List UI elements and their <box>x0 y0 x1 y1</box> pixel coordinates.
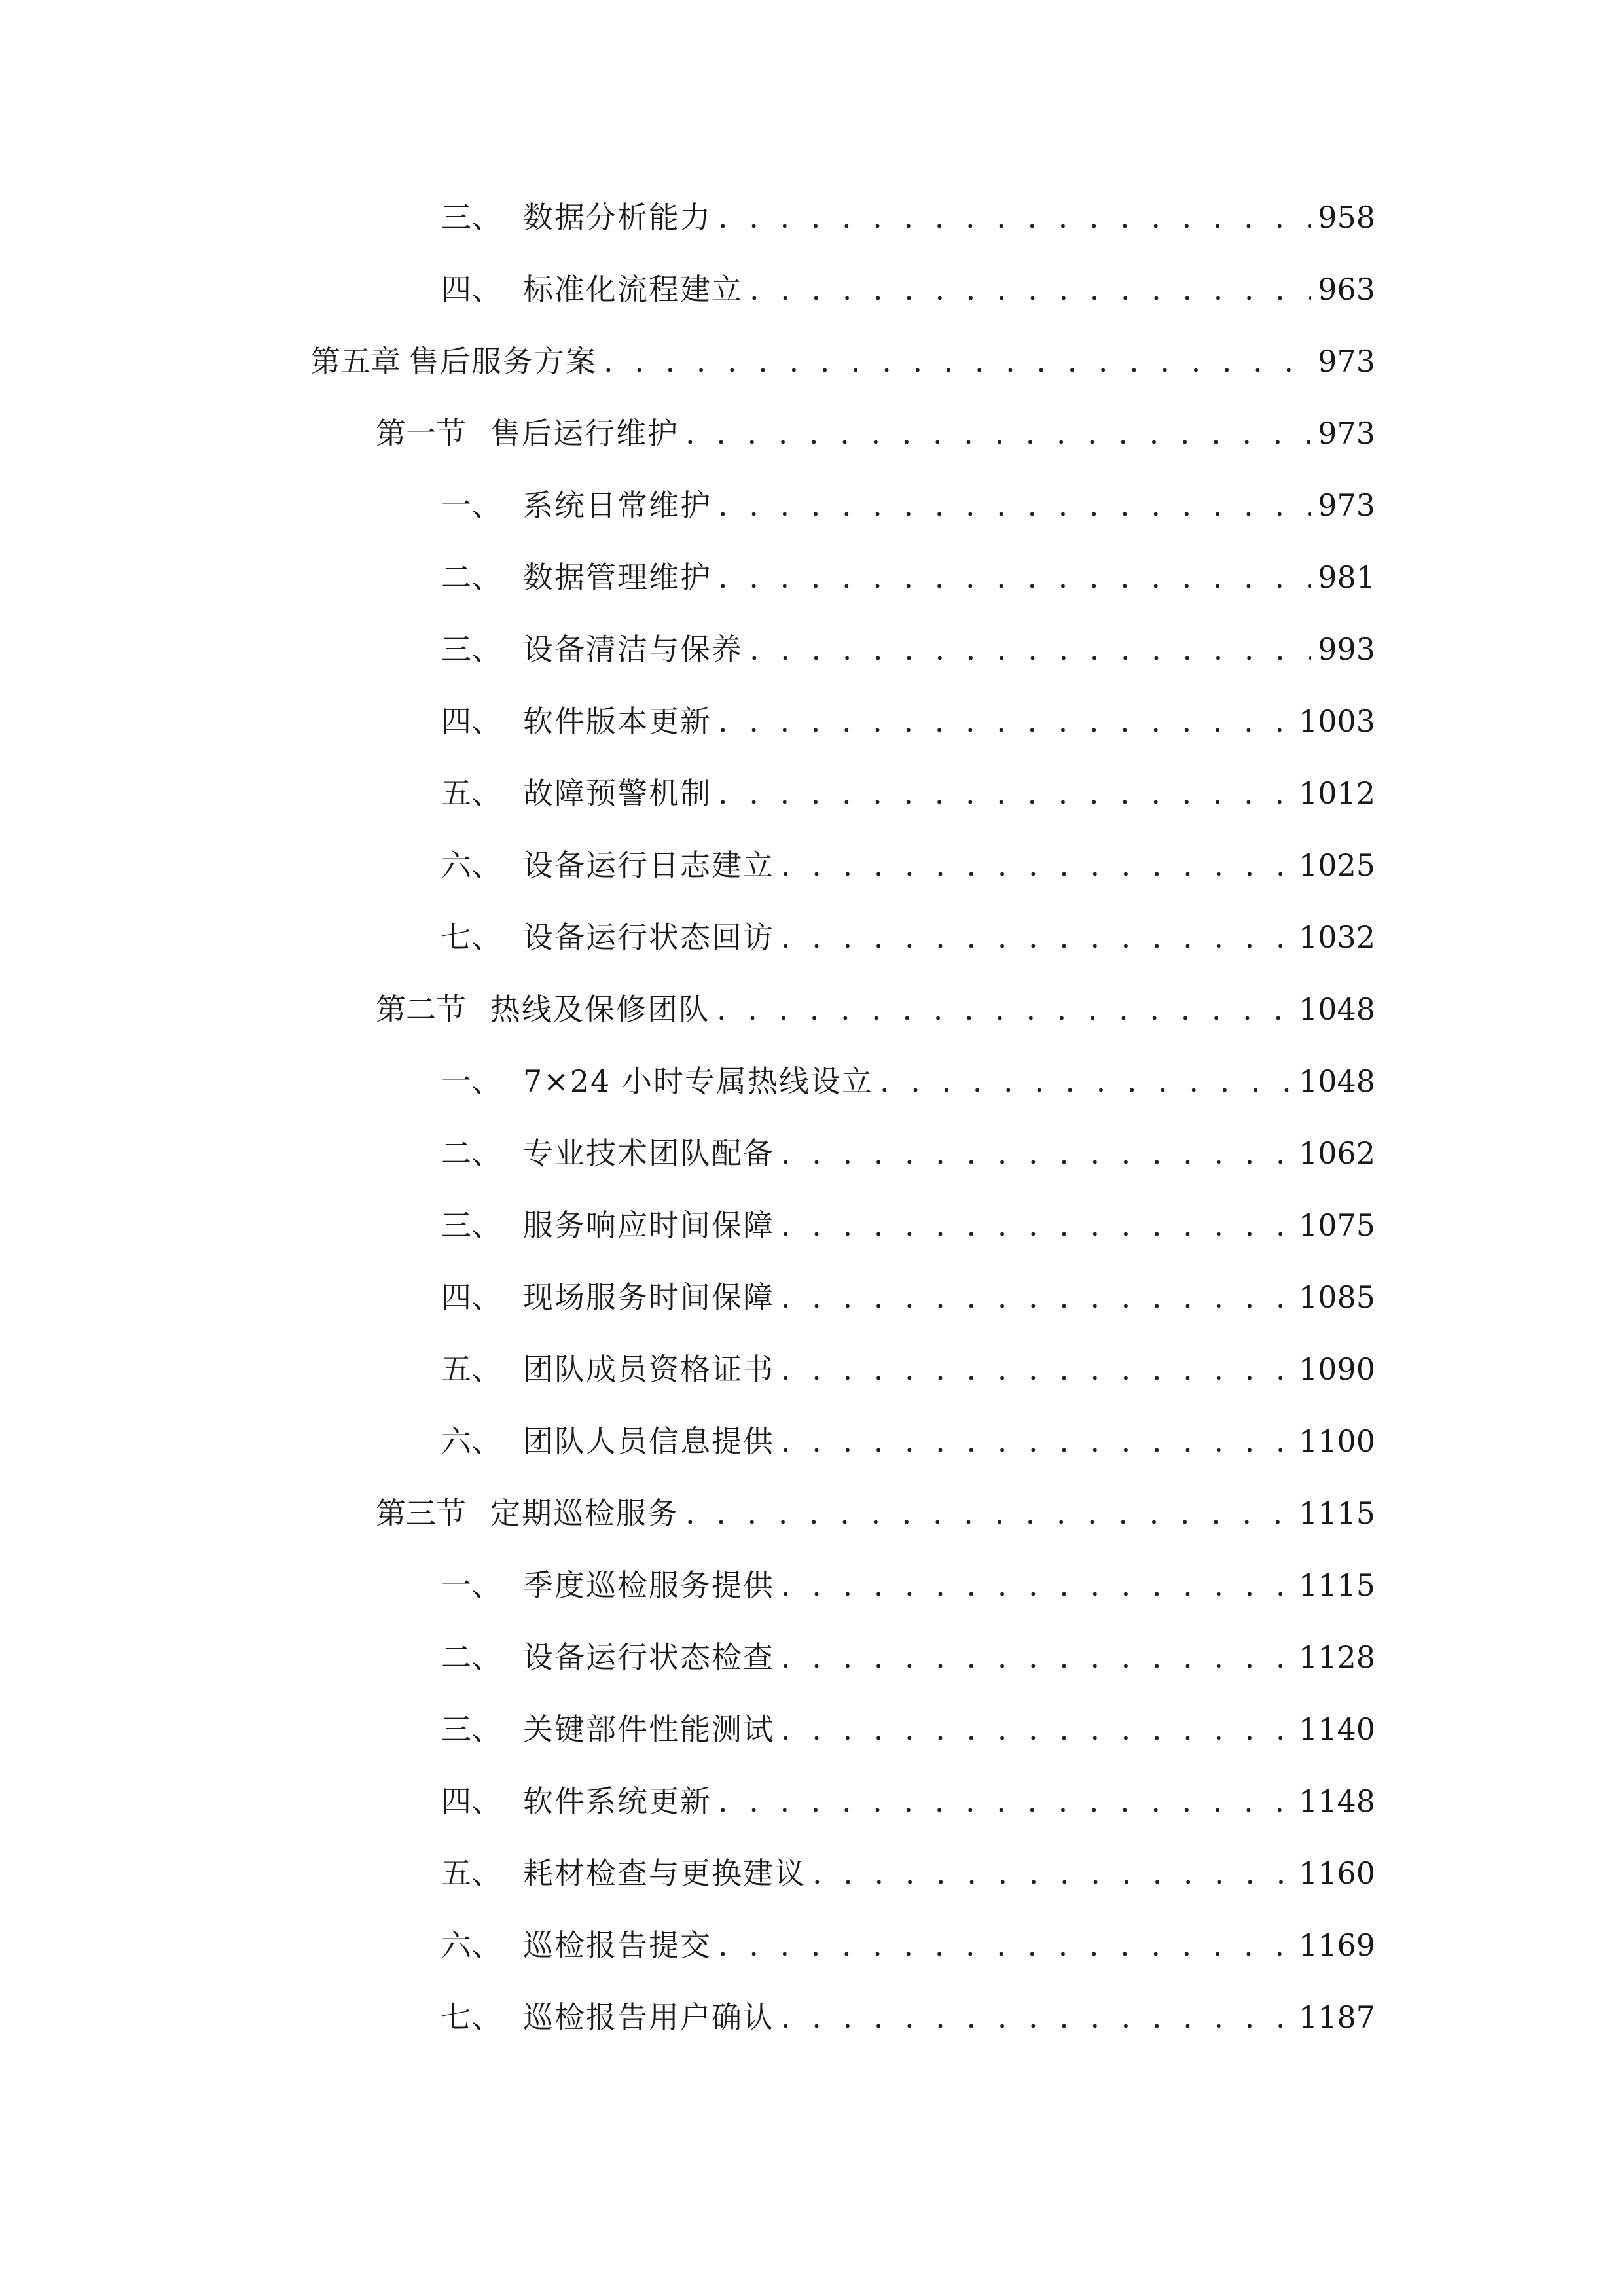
toc-entry-number: 四、 <box>441 1280 501 1315</box>
toc-entry[interactable] <box>441 1703 1375 1755</box>
toc-page-number: 1062 <box>1298 1136 1375 1171</box>
dot-leader <box>781 1991 1292 2043</box>
toc-entry-number: 二、 <box>441 1136 501 1171</box>
toc-entry[interactable] <box>441 767 1375 819</box>
toc-entry[interactable] <box>441 1055 1375 1107</box>
dot-leader <box>718 479 1311 531</box>
toc-page-number: 1090 <box>1298 1352 1375 1387</box>
toc-section-entry[interactable] <box>376 1487 1375 1539</box>
toc-page-number: 1128 <box>1298 1640 1375 1675</box>
dot-leader <box>718 767 1292 819</box>
toc-entry-number: 三、 <box>441 1712 501 1747</box>
toc-entry-number: 五、 <box>441 1352 501 1387</box>
toc-page-number: 1025 <box>1298 848 1375 883</box>
toc-entry-title: 团队成员资格证书 <box>523 1352 774 1387</box>
dot-leader <box>718 1919 1292 1971</box>
toc-entry[interactable] <box>441 839 1375 891</box>
toc-section-number: 第二节 <box>376 992 466 1027</box>
toc-entry-title: 数据管理维护 <box>523 560 712 595</box>
toc-page-number: 1148 <box>1298 1784 1375 1819</box>
dot-leader <box>717 983 1292 1035</box>
dot-leader <box>781 1415 1292 1467</box>
toc-page-number: 1187 <box>1298 2000 1375 2035</box>
toc-entry[interactable] <box>441 1775 1375 1827</box>
dot-leader <box>685 1487 1292 1539</box>
toc-entry-number: 四、 <box>441 272 501 307</box>
toc-page-number: 1048 <box>1298 992 1375 1027</box>
toc-page-number: 958 <box>1318 200 1375 235</box>
toc-entry-title: 巡检报告提交 <box>523 1928 712 1963</box>
toc-entry[interactable] <box>441 1559 1375 1611</box>
toc-entry-title: 软件版本更新 <box>523 704 712 739</box>
toc-entry-title: 数据分析能力 <box>523 200 712 235</box>
dot-leader <box>749 623 1311 675</box>
dot-leader <box>781 1271 1292 1323</box>
toc-page-number: 973 <box>1318 416 1375 451</box>
toc-entry[interactable] <box>441 551 1375 603</box>
dot-leader <box>781 1343 1292 1395</box>
toc-page-number: 1115 <box>1298 1568 1375 1603</box>
dot-leader <box>781 911 1292 963</box>
toc-entry[interactable] <box>441 1847 1375 1899</box>
toc-entry-title: 巡检报告用户确认 <box>523 2000 774 2035</box>
toc-page-number: 993 <box>1318 632 1375 667</box>
toc-page-number: 1140 <box>1298 1712 1375 1747</box>
toc-entry[interactable] <box>441 695 1375 747</box>
toc-page-number: 1032 <box>1298 920 1375 955</box>
toc-entry[interactable] <box>441 1919 1375 1971</box>
toc-section-number: 第三节 <box>376 1496 466 1531</box>
toc-entry-title: 服务响应时间保障 <box>523 1208 774 1243</box>
dot-leader <box>781 1127 1292 1179</box>
toc-entry-number: 一、 <box>441 1568 501 1603</box>
toc-entry-number: 三、 <box>441 632 501 667</box>
toc-entry-title: 系统日常维护 <box>523 488 712 523</box>
toc-entry-number: 六、 <box>441 848 501 883</box>
toc-entry[interactable] <box>441 479 1375 531</box>
toc-entry-title: 关键部件性能测试 <box>523 1712 774 1747</box>
dot-leader <box>781 1703 1292 1755</box>
toc-chapter-entry[interactable] <box>310 335 1375 387</box>
toc-entry[interactable] <box>441 191 1375 243</box>
toc-entry-number: 四、 <box>441 1784 501 1819</box>
dot-leader <box>880 1055 1292 1107</box>
toc-chapter-number: 第五章 <box>310 344 401 379</box>
toc-chapter-title: 售后服务方案 <box>408 344 597 379</box>
toc-entry-title: 团队人员信息提供 <box>523 1424 774 1459</box>
toc-entry[interactable] <box>441 1343 1375 1395</box>
dot-leader <box>749 263 1311 315</box>
toc-entry-number: 五、 <box>441 1856 501 1891</box>
toc-entry[interactable] <box>441 1415 1375 1467</box>
toc-entry-title: 设备运行状态回访 <box>523 920 774 955</box>
toc-entry[interactable] <box>441 1127 1375 1179</box>
toc-entry[interactable] <box>441 1271 1375 1323</box>
dot-leader <box>718 551 1311 603</box>
toc-section-title: 售后运行维护 <box>490 416 679 451</box>
toc-page-number: 981 <box>1318 560 1375 595</box>
toc-entry-number: 三、 <box>441 1208 501 1243</box>
toc-page-number: 1085 <box>1298 1280 1375 1315</box>
toc-entry[interactable] <box>441 1631 1375 1683</box>
toc-section-entry[interactable] <box>376 407 1375 459</box>
toc-entry-title: 7×24 小时专属热线设立 <box>523 1064 873 1099</box>
toc-page-number: 1169 <box>1298 1928 1375 1963</box>
dot-leader <box>812 1847 1292 1899</box>
toc-page-number: 1012 <box>1298 776 1375 811</box>
toc-entry-title: 季度巡检服务提供 <box>523 1568 774 1603</box>
toc-entry-number: 六、 <box>441 1424 501 1459</box>
toc-page-number: 1075 <box>1298 1208 1375 1243</box>
dot-leader <box>604 335 1311 387</box>
toc-entry-title: 标准化流程建立 <box>523 272 743 307</box>
dot-leader <box>781 1631 1292 1683</box>
dot-leader <box>718 191 1311 243</box>
toc-entry[interactable] <box>441 623 1375 675</box>
toc-entry[interactable] <box>441 1991 1375 2043</box>
toc-entry[interactable] <box>441 263 1375 315</box>
toc-entry-number: 四、 <box>441 704 501 739</box>
toc-page-number: 1160 <box>1298 1856 1375 1891</box>
toc-page-number: 1003 <box>1298 704 1375 739</box>
toc-section-entry[interactable] <box>376 983 1375 1035</box>
toc-entry-number: 一、 <box>441 1064 501 1099</box>
toc-entry-title: 专业技术团队配备 <box>523 1136 774 1171</box>
toc-section-title: 定期巡检服务 <box>490 1496 679 1531</box>
toc-page-number: 973 <box>1318 488 1375 523</box>
toc-entry-number: 七、 <box>441 2000 501 2035</box>
toc-entry-number: 五、 <box>441 776 501 811</box>
toc-section-number: 第一节 <box>376 416 466 451</box>
dot-leader <box>718 1775 1292 1827</box>
toc-entry-number: 二、 <box>441 1640 501 1675</box>
toc-entry-title: 耗材检查与更换建议 <box>523 1856 806 1891</box>
dot-leader <box>685 407 1311 459</box>
toc-entry[interactable] <box>441 1199 1375 1251</box>
toc-entry-number: 二、 <box>441 560 501 595</box>
toc-page-number: 1100 <box>1298 1424 1375 1459</box>
toc-entry-number: 七、 <box>441 920 501 955</box>
toc-entry-title: 设备运行状态检查 <box>523 1640 774 1675</box>
dot-leader <box>718 695 1292 747</box>
dot-leader <box>781 839 1292 891</box>
toc-page-number: 1115 <box>1298 1496 1375 1531</box>
toc-entry-title: 设备运行日志建立 <box>523 848 774 883</box>
toc-entry-number: 一、 <box>441 488 501 523</box>
toc-entry-title: 设备清洁与保养 <box>523 632 743 667</box>
toc-entry[interactable] <box>441 911 1375 963</box>
toc-page-number: 973 <box>1318 344 1375 379</box>
dot-leader <box>781 1559 1292 1611</box>
toc-entry-title: 现场服务时间保障 <box>523 1280 774 1315</box>
toc-entry-title: 故障预警机制 <box>523 776 712 811</box>
toc-entry-title: 软件系统更新 <box>523 1784 712 1819</box>
toc-entry-number: 六、 <box>441 1928 501 1963</box>
toc-section-title: 热线及保修团队 <box>490 992 710 1027</box>
toc-page-number: 1048 <box>1298 1064 1375 1099</box>
dot-leader <box>781 1199 1292 1251</box>
toc-entry-number: 三、 <box>441 200 501 235</box>
toc-page-number: 963 <box>1318 272 1375 307</box>
